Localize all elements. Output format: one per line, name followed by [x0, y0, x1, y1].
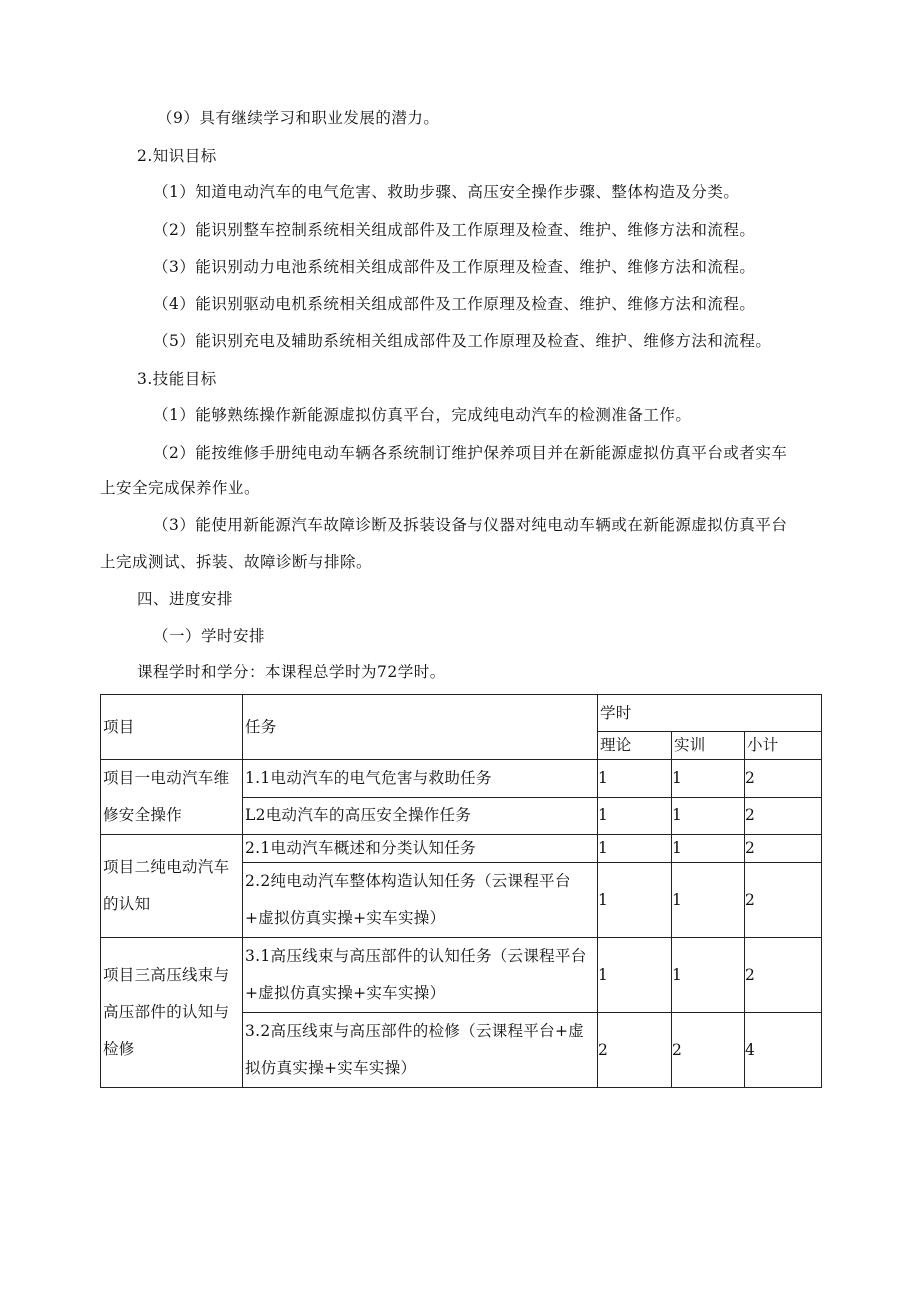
- paragraph-s2-line1: （2）能按维修手册纯电动车辆各系统制订维护保养项目并在新能源虚拟仿真平台或者实车: [153, 444, 788, 462]
- practice-cell: 1: [672, 835, 745, 863]
- project-cell: 项目一电动汽车维修安全操作: [101, 760, 243, 835]
- table-header-row: [101, 695, 822, 732]
- header-practice: 实训: [672, 732, 745, 760]
- theory-cell: 1: [598, 797, 672, 835]
- credit-statement: 课程学时和学分：本课程总学时为72学时。: [137, 663, 446, 681]
- task-cell: L2电动汽车的高压安全操作任务: [243, 797, 598, 835]
- paragraph-k3: （3）能识别动力电池系统相关组成部件及工作原理及检查、维护、维修方法和流程。: [153, 258, 756, 276]
- header-subtotal: 小计: [745, 732, 822, 760]
- header-hours: 学时: [598, 695, 822, 732]
- practice-cell: 1: [672, 797, 745, 835]
- task-cell: 3.2高压线束与高压部件的检修（云课程平台+虚拟仿真实操+实车实操）: [243, 1013, 598, 1088]
- theory-cell: 1: [598, 938, 672, 1013]
- subtotal-cell: 2: [745, 863, 822, 938]
- header-project: 项目: [101, 695, 243, 760]
- section-heading-schedule: 四、进度安排: [137, 590, 234, 608]
- paragraph-s3-line2: 上完成测试、拆装、故障诊断与排除。: [100, 553, 373, 571]
- paragraph-s1: （1）能够熟练操作新能源虚拟仿真平台，完成纯电动汽车的检测准备工作。: [153, 406, 692, 424]
- subtotal-cell: 4: [745, 1013, 822, 1088]
- paragraph-s2-line2: 上安全完成保养作业。: [100, 479, 261, 497]
- theory-cell: 1: [598, 760, 672, 798]
- project-cell: 项目二纯电动汽车的认知: [101, 835, 243, 938]
- heading-knowledge: 2.知识目标: [137, 147, 217, 165]
- header-task: 任务: [243, 695, 598, 760]
- subtotal-cell: 2: [745, 835, 822, 863]
- table-row: [101, 760, 822, 798]
- subtotal-cell: 2: [745, 938, 822, 1013]
- task-cell: 3.1高压线束与高压部件的认知任务（云课程平台+虚拟仿真实操+实车实操）: [243, 938, 598, 1013]
- table-row: [101, 835, 822, 863]
- header-theory: 理论: [598, 732, 672, 760]
- heading-skill: 3.技能目标: [137, 370, 217, 388]
- paragraph-p9: （9）具有继续学习和职业发展的潜力。: [157, 109, 440, 127]
- practice-cell: 1: [672, 938, 745, 1013]
- schedule-table: [100, 694, 822, 1088]
- table-row: [101, 938, 822, 1013]
- practice-cell: 2: [672, 1013, 745, 1088]
- subheading-hours: （一）学时安排: [153, 627, 266, 645]
- practice-cell: 1: [672, 863, 745, 938]
- paragraph-k4: （4）能识别驱动电机系统相关组成部件及工作原理及检查、维护、维修方法和流程。: [153, 295, 756, 313]
- paragraph-k1: （1）知道电动汽车的电气危害、救助步骤、高压安全操作步骤、整体构造及分类。: [153, 183, 740, 201]
- theory-cell: 2: [598, 1013, 672, 1088]
- theory-cell: 1: [598, 863, 672, 938]
- theory-cell: 1: [598, 835, 672, 863]
- practice-cell: 1: [672, 760, 745, 798]
- paragraph-s3-line1: （3）能使用新能源汽车故障诊断及拆装设备与仪器对纯电动车辆或在新能源虚拟仿真平台: [153, 516, 788, 534]
- task-cell: 2.1电动汽车概述和分类认知任务: [243, 835, 598, 863]
- subtotal-cell: 2: [745, 760, 822, 798]
- project-cell: 项目三高压线束与高压部件的认知与检修: [101, 938, 243, 1088]
- task-cell: 1.1电动汽车的电气危害与救助任务: [243, 760, 598, 798]
- paragraph-k5: （5）能识别充电及辅助系统相关组成部件及工作原理及检查、维护、维修方法和流程。: [153, 332, 772, 350]
- subtotal-cell: 2: [745, 797, 822, 835]
- paragraph-k2: （2）能识别整车控制系统相关组成部件及工作原理及检查、维护、维修方法和流程。: [153, 221, 756, 239]
- task-cell: 2.2纯电动汽车整体构造认知任务（云课程平台+虚拟仿真实操+实车实操）: [243, 863, 598, 938]
